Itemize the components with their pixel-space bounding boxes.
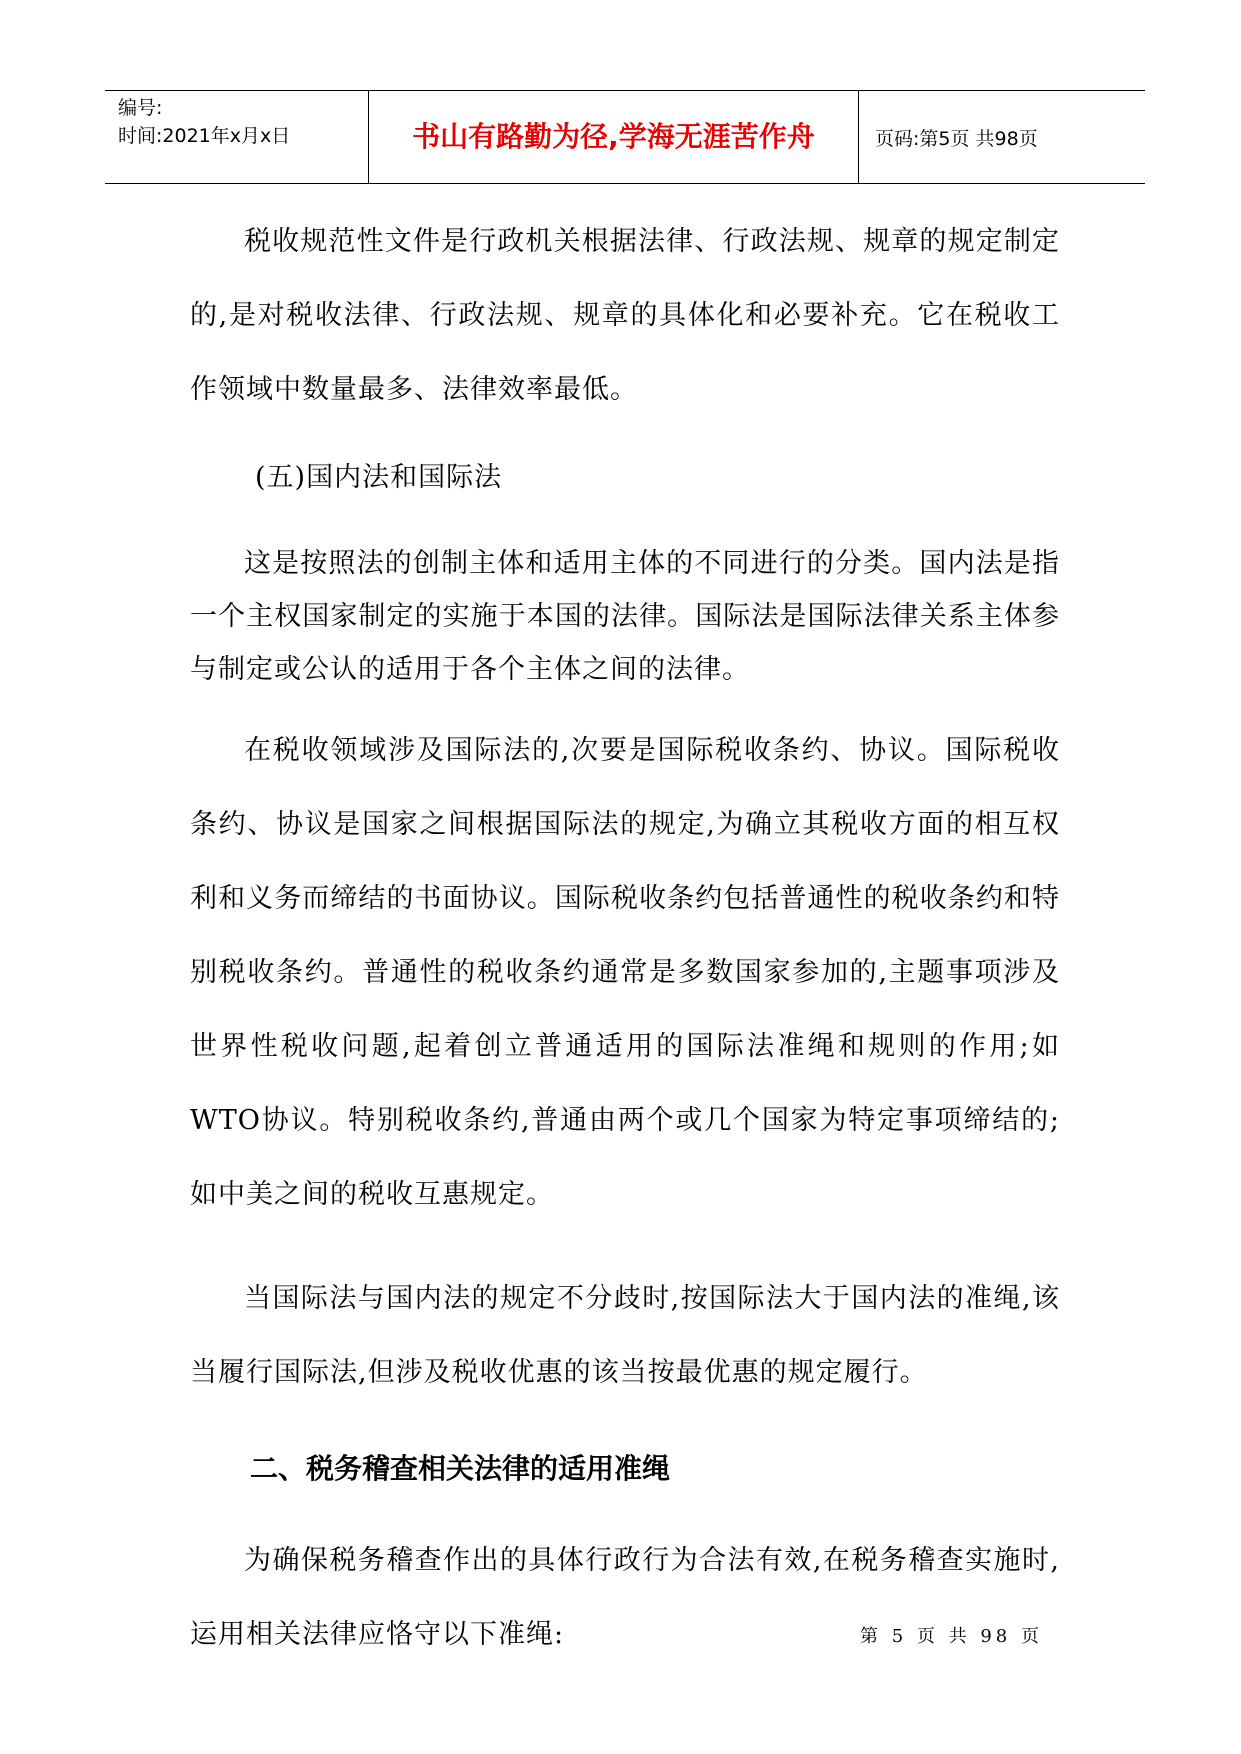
subheading-domestic-international-law: (五)国内法和国际法 — [255, 462, 503, 493]
paragraph-classification: 这是按照法的创制主体和适用主体的不同进行的分类。国内法是指一个主权国家制定的实施于本国的法律。国际法是国际法律关系主体参与制定或公认的适用于各个主体之间的法律。 — [190, 548, 1060, 685]
header-info-cell — [105, 91, 369, 183]
paragraph-tax-treaties: 在税收领域涉及国际法的,次要是国际税收条约、协议。国际税收条约、协议是国家之间根据国际法的规定,为确立其税收方面的相互权利和义务而缔结的书面协议。国际税收条约包括普通性的税收条约和特别税收条约。普通性的税收条约通常是多数国家参加的,主题事项涉及世界性税收问题,起着创立普通适用的国际法准绳和规则的作用;如WTO协议。特别税收条约,普通由两个或几个国家为特定事项缔结的;如中美之间的税收互惠规定。 — [190, 735, 1060, 1210]
document-body — [190, 205, 1060, 1672]
header-page-code: 页码:第5页 共98页 — [875, 128, 1038, 150]
paragraph-conflict-rule: 当国际法与国内法的规定不分歧时,按国际法大于国内法的准绳,该当履行国际法,但涉及税收优惠的该当按最优惠的规定履行。 — [190, 1283, 1060, 1388]
header-page-cell — [859, 91, 1145, 183]
page-header — [105, 90, 1145, 184]
header-motto: 书山有路勤为径,学海无涯苦作舟 — [412, 120, 815, 153]
paragraph-normative-documents: 税收规范性文件是行政机关根据法律、行政法规、规章的规定制定的,是对税收法律、行政法规、规章的具体化和必要补充。它在税收工作领域中数量最多、法律效率最低。 — [190, 226, 1060, 405]
header-motto-cell — [369, 91, 859, 183]
document-time-label: 时间:2021年x月x日 — [118, 125, 291, 147]
document-number-label: 编号: — [118, 97, 163, 119]
section-heading-application-principles: 二、税务稽查相关法律的适用准绳 — [250, 1452, 671, 1485]
page-footer: 第 5 页 共 98 页 — [860, 1626, 1043, 1647]
paragraph-principles-intro: 为确保税务稽查作出的具体行政行为合法有效,在税务稽查实施时,运用相关法律应恪守以下准绳: — [190, 1545, 1060, 1650]
